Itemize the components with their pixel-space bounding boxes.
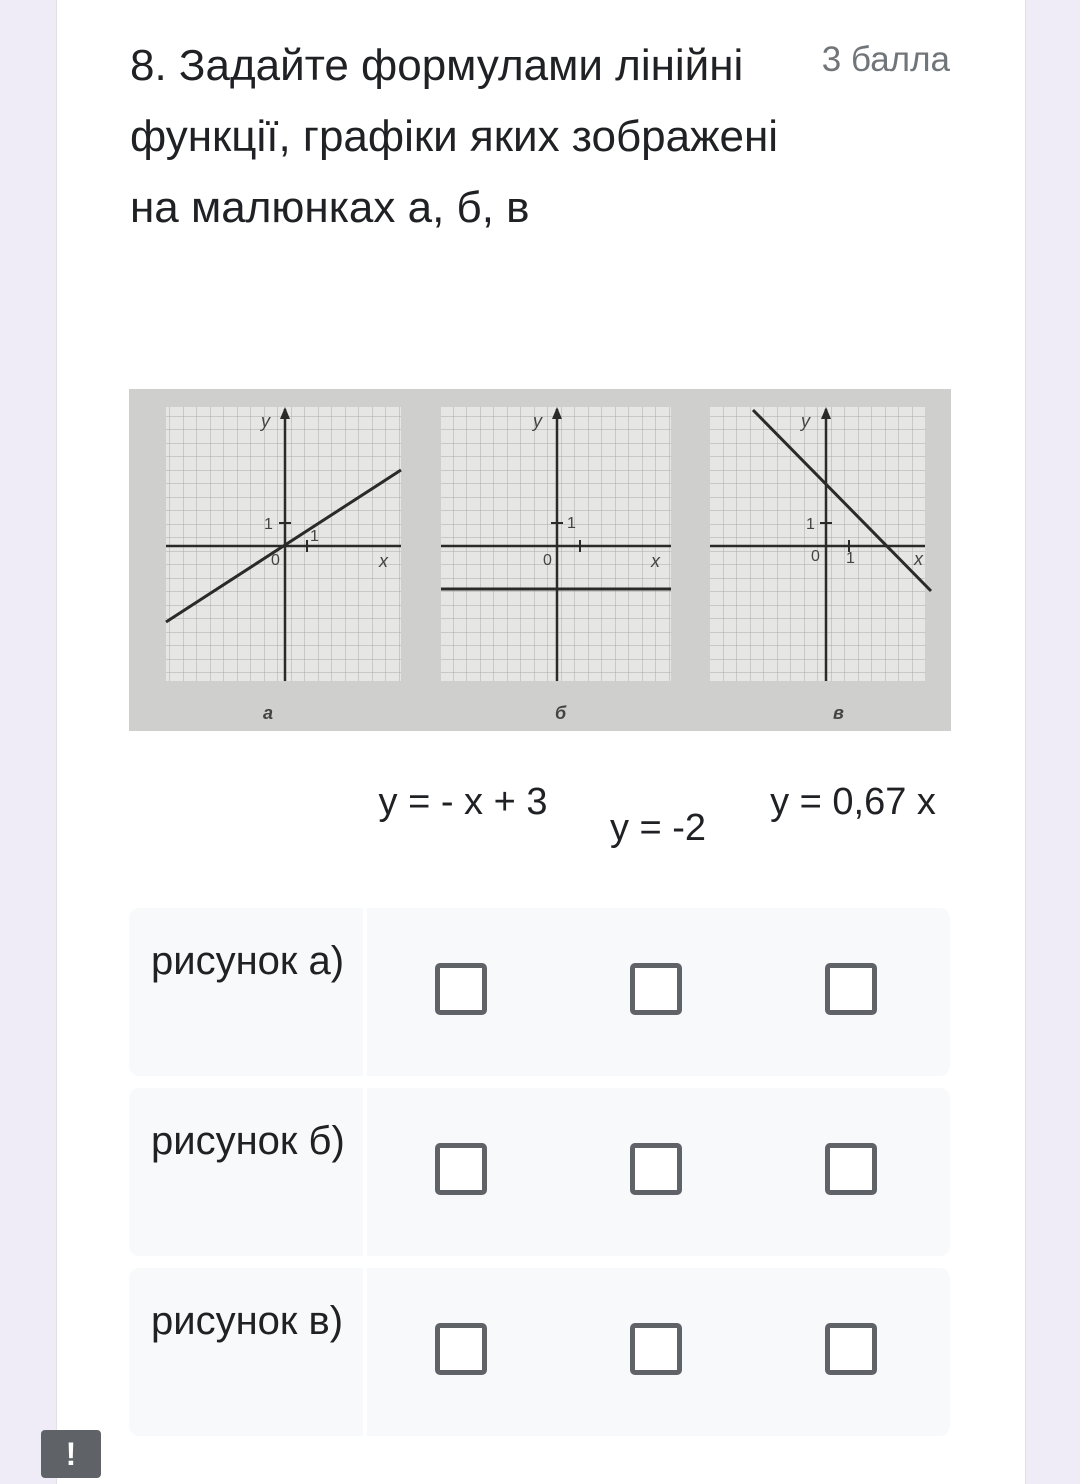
question-points: 3 балла bbox=[821, 40, 950, 79]
checkbox-row-b-col-2[interactable] bbox=[630, 1143, 682, 1195]
origin-label: 0 bbox=[271, 552, 280, 569]
grid-row-b bbox=[129, 1088, 950, 1256]
grid-row-a bbox=[129, 908, 950, 1076]
y-axis-label: y bbox=[261, 411, 270, 431]
checkbox-row-v-col-2[interactable] bbox=[630, 1323, 682, 1375]
panel-caption: б bbox=[555, 703, 567, 723]
unit-x-label: 1 bbox=[310, 528, 319, 545]
origin-label: 0 bbox=[811, 548, 820, 565]
panel-caption: в bbox=[833, 703, 844, 723]
unit-y-label: 1 bbox=[264, 516, 273, 533]
x-axis-label: x bbox=[379, 551, 388, 571]
row-divider bbox=[363, 908, 367, 1076]
unit-x-label: 1 bbox=[846, 550, 855, 567]
column-header-2: y = -2 bbox=[609, 807, 707, 849]
y-axis-label: y bbox=[801, 411, 810, 431]
unit-y-label: 1 bbox=[567, 515, 576, 532]
exclamation-icon: ! bbox=[65, 1436, 77, 1472]
checkbox-row-v-col-1[interactable] bbox=[435, 1323, 487, 1375]
x-axis-label: x bbox=[914, 549, 923, 569]
panel-caption: а bbox=[263, 703, 274, 723]
question-title: 8. Задайте формулами лінійні функції, графіки яких зображені на малюнках а, б, в bbox=[130, 41, 779, 232]
graphs-figure bbox=[129, 389, 951, 731]
x-axis-label: x bbox=[651, 551, 660, 571]
checkbox-row-a-col-1[interactable] bbox=[435, 963, 487, 1015]
checkbox-row-b-col-3[interactable] bbox=[825, 1143, 877, 1195]
row-label: рисунок б) bbox=[151, 1119, 345, 1163]
checkbox-row-b-col-1[interactable] bbox=[435, 1143, 487, 1195]
unit-y-label: 1 bbox=[806, 516, 815, 533]
graph-panel-v bbox=[710, 407, 931, 723]
checkbox-row-v-col-3[interactable] bbox=[825, 1323, 877, 1375]
row-divider bbox=[363, 1088, 367, 1256]
row-label: рисунок в) bbox=[151, 1299, 344, 1343]
question-image bbox=[129, 389, 951, 731]
column-header-1: y = - x + 3 bbox=[378, 781, 548, 823]
graph-panel-b bbox=[441, 407, 671, 723]
graph-panel-a bbox=[166, 407, 401, 723]
report-problem-button[interactable] bbox=[41, 1430, 101, 1478]
checkbox-row-a-col-3[interactable] bbox=[825, 963, 877, 1015]
row-label: рисунок а) bbox=[151, 939, 345, 983]
checkbox-row-a-col-2[interactable] bbox=[630, 963, 682, 1015]
origin-label: 0 bbox=[543, 552, 552, 569]
grid-row-v bbox=[129, 1268, 950, 1436]
column-header-3: y = 0,67 x bbox=[770, 781, 936, 823]
row-divider bbox=[363, 1268, 367, 1436]
y-axis-label: y bbox=[533, 411, 542, 431]
